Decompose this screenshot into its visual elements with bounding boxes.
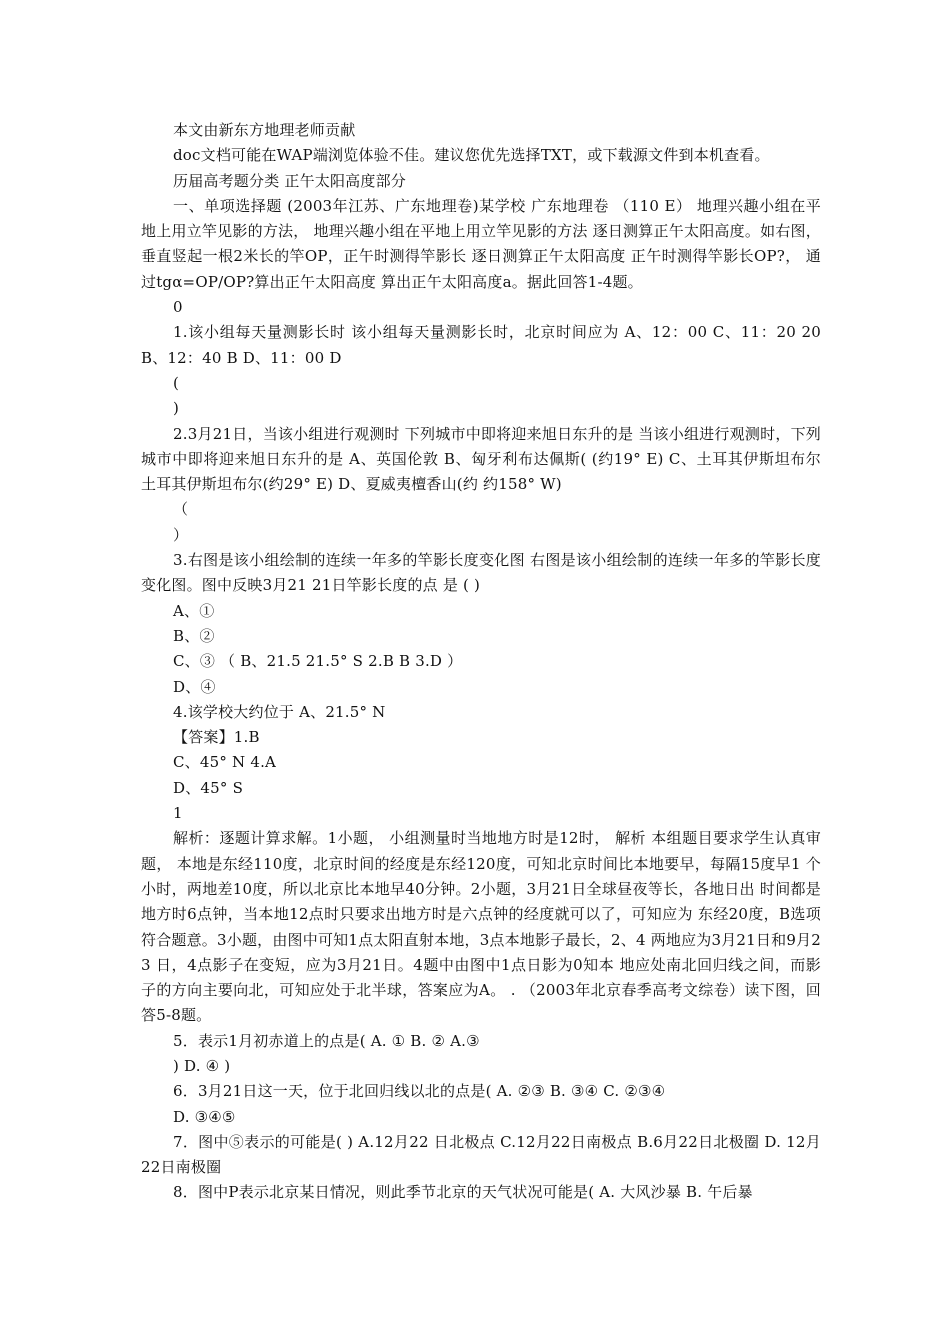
question-6-cont: D. ③④⑤ (173, 1107, 236, 1126)
option-b: B、② (173, 626, 215, 645)
paren-close: ） (173, 525, 189, 544)
question-intro: 一、单项选择题 (2003年江苏、广东地理卷)某学校 广东地理卷 （110 E） 地理兴趣小组在平地上用立竿见影的方法， 地理兴趣小组在平地上用立竿见影的方法 逐日测算正午太阳高度。如右图，垂直竖起一根2米长的竿OP，正午时测得竿影长 逐日测算正午太阳高度 正午时测得竿影长OP?， 通过tgα=OP/OP?算出正午太阳高度 算出正午太阳高度a。据此回答1-4题。 (141, 196, 821, 291)
answer-label: 【答案】1.B (173, 728, 260, 747)
explanation: 解析：逐题计算求解。1小题， 小组测量时当地地方时是12时， 解析 本组题目要求学生认真审题， 本地是东经110度，北京时间的经度是东经120度，可知北京时间比本地要早，每隔15度早1 个小时，两地差10度，所以北京比本地早40分钟。2小题，3月21日全球昼夜等长，各地日出 时间都是地方时6点钟，当本地12点时只要求出地方时是六点钟的经度就可以了，可知应为 东经20度，B选项符合题意。3小题，由图中可知1点太阳直射本地，3点本地影子最长，2、4 两地应为3月21日和9月23 日，4点影子在变短，应为3月21日。4题中由图中1点日影为0知本 地应处南北回归线之间，而影子的方向主要向北，可知应处于北半球，答案应为A。 . （2003年北京春季高考文综卷）读下图，回答5-8题。 (141, 829, 822, 1025)
option-c: C、③ （ B、21.5 21.5° S 2.B B 3.D ） (173, 652, 463, 671)
question-8: 8．图中P表示北京某日情况，则此季节北京的天气状况可能是( A. 大风沙暴 B. 午后暴 (173, 1183, 753, 1202)
option-c: C、45° N 4.A (173, 753, 277, 772)
question-1: 1.该小组每天量测影长时 该小组每天量测影长时，北京时间应为 A、12：00 C、11：20 20 B、12：40 B D、11：00 D (141, 323, 821, 367)
document-body (141, 118, 821, 1206)
paren-open: （ (173, 500, 189, 519)
question-7: 7．图中⑤表示的可能是( ) A.12月22 日北极点 C.12月22日南极点 B.6月22日北极圈 D. 12月22日南极圈 (141, 1132, 821, 1177)
paren-open: ( (173, 373, 180, 392)
question-4: 4.该学校大约位于 A、21.5° N (173, 702, 386, 721)
option-d: D、45° S (173, 778, 244, 797)
option-d: D、④ (173, 677, 216, 696)
source-line: 本文由新东方地理老师贡献 (173, 121, 356, 139)
figure-label: 0 (173, 298, 183, 317)
figure-label: 1 (173, 804, 183, 823)
notice-line: doc文档可能在WAP端浏览体验不佳。建议您优先选择TXT，或下载源文件到本机查看。 (173, 146, 770, 165)
question-5: 5．表示1月初赤道上的点是( A. ① B. ② A.③ (173, 1031, 480, 1050)
paren-close: ) (173, 399, 180, 418)
question-5-cont: ) D. ④ ) (173, 1056, 231, 1075)
option-a: A、① (173, 601, 215, 620)
question-2: 2.3月21日，当该小组进行观测时 下列城市中即将迎来旭日东升的是 当该小组进行观测时，下列城市中即将迎来旭日东升的是 A、英国伦敦 B、匈牙利布达佩斯( (约19° E) C、土耳其伊斯坦布尔 土耳其伊斯坦布尔(约29° E) D、夏威夷檀香山(约 约158° W) (141, 424, 821, 494)
section-title: 历届高考题分类 正午太阳高度部分 (173, 171, 406, 190)
question-3: 3.右图是该小组绘制的连续一年多的竿影长度变化图 右图是该小组绘制的连续一年多的竿影长度变化图。图中反映3月21 21日竿影长度的点 是 ( ) (141, 551, 821, 595)
question-6: 6．3月21日这一天，位于北回归线以北的点是( A. ②③ B. ③④ C. ②③④ (173, 1082, 666, 1101)
